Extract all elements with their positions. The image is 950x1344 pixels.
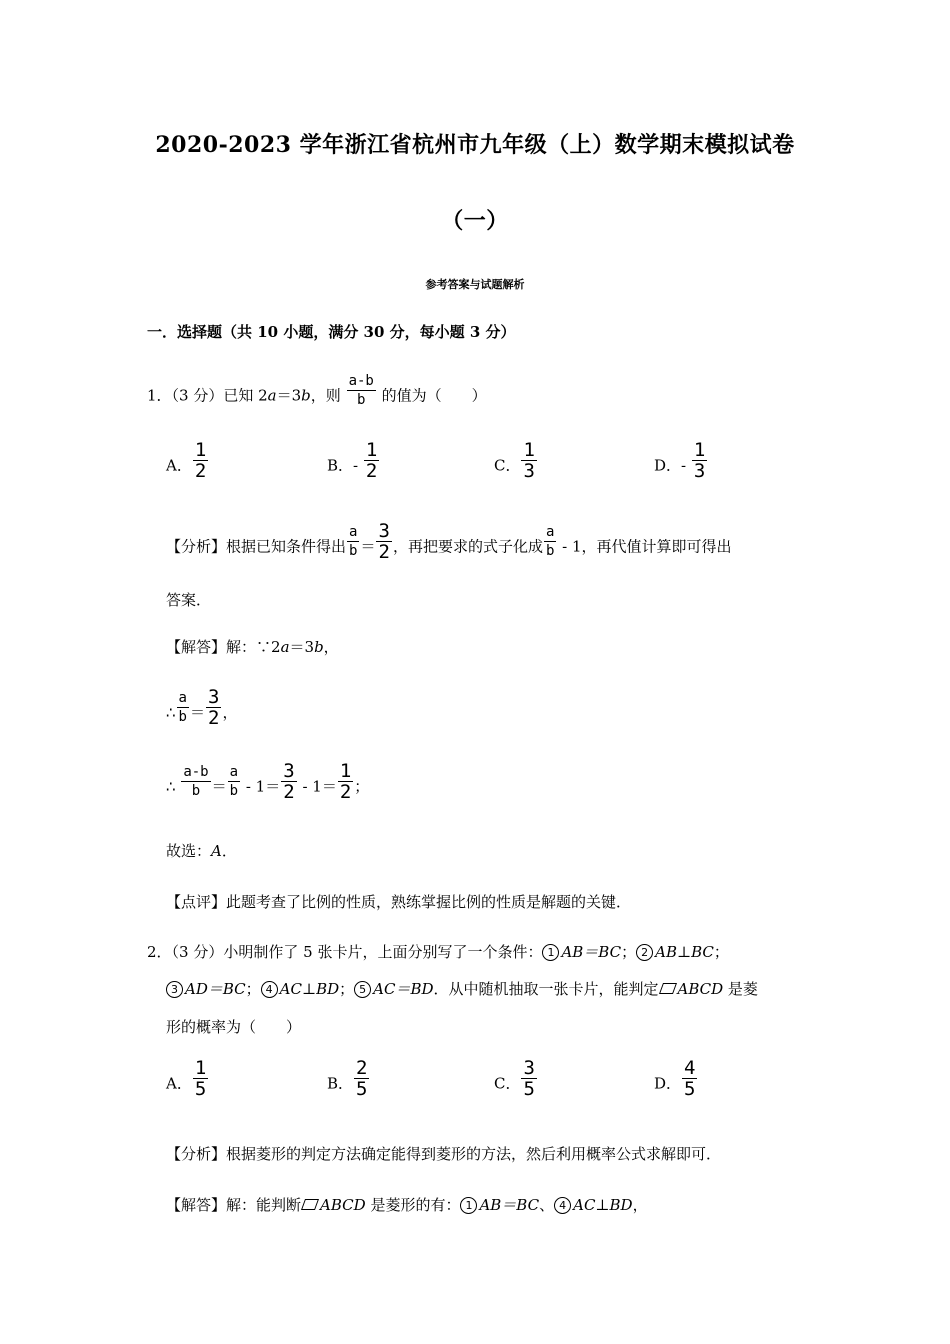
option-label: D． [654, 456, 682, 475]
option-label: C． [494, 456, 521, 475]
circled-number: 4 [261, 981, 278, 998]
fraction [376, 521, 391, 562]
numerator: 3 [283, 760, 295, 782]
fraction [347, 372, 376, 409]
fraction [521, 440, 536, 481]
math-text: - 1＝ [297, 777, 337, 796]
question-number: 2． [147, 943, 172, 961]
fraction [193, 1058, 208, 1099]
numerator: 3 [208, 686, 220, 708]
answer-1 [166, 636, 339, 657]
shape-name: ABCD [677, 980, 724, 998]
therefore-symbol: ∴ [166, 777, 176, 796]
solution-step-1 [166, 686, 238, 734]
numerator: 4 [684, 1057, 696, 1079]
answer-2 [166, 1194, 648, 1215]
denominator: b [178, 709, 187, 725]
denominator: 2 [339, 781, 352, 803]
page-subtitle: 参考答案与试题解析 [425, 278, 525, 291]
analysis-text: ，再把要求的式子化成 [392, 537, 543, 556]
numerator: 2 [356, 1057, 368, 1079]
var: a [267, 386, 277, 405]
analysis-1-cont: 答案． [166, 591, 212, 609]
answer-text: ， [323, 638, 339, 656]
fraction [682, 1058, 697, 1099]
section-heading: 一．选择题（共 10 小题，满分 30 分，每小题 3 分） [147, 323, 516, 341]
denominator: b [349, 543, 358, 559]
option-label: C． [494, 1074, 521, 1093]
denominator: b [545, 543, 555, 559]
parallelogram-icon [659, 983, 677, 994]
fraction [544, 523, 556, 560]
condition: AC＝BD [373, 980, 434, 998]
question-2 [147, 941, 729, 962]
condition: AC⊥BD [573, 1196, 633, 1214]
var: a [280, 638, 290, 656]
option-b [327, 439, 380, 487]
numerator: 1 [365, 439, 378, 461]
condition: AB＝BC [479, 1196, 540, 1214]
analysis-tag: 【分析】 [166, 1145, 227, 1163]
analysis-text: 根据菱形的判定方法确定能得到菱形的方法，然后利用概率公式求解即可． [226, 1145, 722, 1163]
comment-tag: 【点评】 [166, 893, 227, 911]
denominator: b [357, 392, 366, 408]
denominator: b [229, 783, 239, 799]
answer-text: 是菱形的有： [365, 1196, 461, 1214]
page-title: 2020-2023 学年浙江省杭州市九年级（上）数学期末模拟试卷 [155, 132, 795, 158]
option-a [166, 1057, 209, 1105]
numerator: a [349, 524, 358, 540]
denominator: 5 [684, 1078, 696, 1100]
math-text: - 1＝ [241, 777, 281, 796]
q-text: 小明制作了 5 张卡片，上面分别写了一个条件： [223, 943, 543, 961]
comment-text: 此题考查了比例的性质，熟练掌握比例的性质是解题的关键． [226, 893, 632, 911]
fraction [364, 440, 379, 481]
fraction [177, 689, 189, 726]
q-text: 是菱 [723, 980, 758, 998]
question-score: （3 分） [171, 386, 224, 405]
numerator: a [545, 524, 555, 540]
numerator: 1 [693, 439, 706, 461]
punct: ， [222, 703, 238, 722]
circled-number: 1 [460, 1197, 477, 1214]
fraction [692, 440, 707, 481]
answer-tag: 【解答】 [166, 638, 227, 656]
analysis-tag: 【分析】 [166, 537, 227, 556]
fraction [181, 763, 210, 800]
punct: ； [339, 980, 355, 998]
var: b [301, 386, 311, 405]
denominator: 5 [523, 1078, 535, 1100]
denominator: b [191, 783, 201, 799]
numerator: 1 [194, 1057, 207, 1079]
condition: AB⊥BC [655, 943, 714, 961]
denominator: 5 [356, 1078, 368, 1100]
therefore-symbol: ∴ [166, 703, 176, 722]
option-label: D． [654, 1074, 682, 1093]
fraction [228, 763, 240, 800]
option-b [327, 1057, 370, 1105]
fraction [206, 687, 221, 728]
q-text: ＝3 [276, 386, 302, 405]
denominator: 2 [283, 781, 295, 803]
condition: AC⊥BD [279, 980, 340, 998]
page-title-line2: （一） [441, 208, 509, 234]
analysis-1 [166, 520, 732, 568]
question-score: （3 分） [171, 943, 224, 961]
q-text: 的值为（ ） [381, 386, 487, 405]
fraction [193, 440, 208, 481]
analysis-text: - 1，再代值计算即可得出 [557, 537, 732, 556]
question-2-line2 [166, 978, 758, 999]
analysis-text: 根据已知条件得出 [226, 537, 347, 556]
equals: ＝ [189, 703, 205, 722]
option-d [654, 1057, 698, 1105]
option-c [494, 1057, 538, 1105]
punct: ； [354, 777, 370, 796]
denominator: 5 [194, 1078, 207, 1100]
punct: ； [713, 943, 729, 961]
numerator: a-b [183, 764, 209, 780]
option-sign: - [681, 456, 687, 475]
option-label: A． [166, 1074, 192, 1093]
parallelogram-icon [301, 1199, 319, 1210]
denominator: 3 [523, 460, 535, 482]
denominator: 3 [693, 460, 706, 482]
answer-text: 解：∵2 [226, 638, 281, 656]
denominator: 2 [208, 707, 220, 729]
circled-number: 2 [636, 944, 653, 961]
numerator: 1 [523, 439, 535, 461]
fraction [521, 1058, 536, 1099]
punct: ． [221, 842, 237, 860]
var: b [314, 638, 324, 656]
choice-value: A [211, 842, 222, 860]
question-1 [147, 373, 487, 415]
question-2-line3: 形的概率为（ ） [166, 1018, 302, 1036]
numerator: a-b [348, 373, 374, 389]
fraction [347, 523, 359, 560]
answer-text: 解：能判断 [226, 1196, 302, 1214]
equals: ＝ [360, 537, 376, 556]
punct: ， [632, 1196, 648, 1214]
solution-step-2 [166, 760, 370, 808]
condition: AD＝BC [185, 980, 246, 998]
q-text: 已知 2 [223, 386, 268, 405]
question-number: 1． [147, 386, 172, 405]
numerator: a [229, 764, 239, 780]
circled-number: 5 [354, 981, 371, 998]
numerator: 1 [339, 760, 352, 782]
answer-tag: 【解答】 [166, 1196, 227, 1214]
option-sign: - [353, 456, 359, 475]
fraction [281, 761, 296, 802]
option-c [494, 439, 538, 487]
analysis-2 [166, 1143, 721, 1164]
option-d [654, 439, 708, 487]
punct: ； [245, 980, 261, 998]
fraction [354, 1058, 369, 1099]
denominator: 2 [378, 541, 390, 563]
option-label: A． [166, 456, 192, 475]
numerator: 3 [378, 520, 390, 542]
numerator: a [178, 690, 187, 706]
answer-text: ＝3 [289, 638, 315, 656]
option-label: B． [327, 1074, 354, 1093]
equals: ＝ [211, 777, 227, 796]
q-text: ，则 [310, 386, 341, 405]
condition: AB＝BC [561, 943, 622, 961]
answer-choice [166, 840, 237, 861]
denominator: 2 [194, 460, 207, 482]
option-label: B． [327, 456, 354, 475]
numerator: 3 [523, 1057, 535, 1079]
choice-text: 故选： [166, 842, 212, 860]
comment-1 [166, 891, 631, 912]
denominator: 2 [365, 460, 378, 482]
shape-name: ABCD [320, 1196, 366, 1214]
q-text: ．从中随机抽取一张卡片，能判定 [433, 980, 659, 998]
circled-number: 1 [542, 944, 559, 961]
option-a [166, 439, 209, 487]
circled-number: 4 [554, 1197, 571, 1214]
circled-number: 3 [166, 981, 183, 998]
fraction [338, 761, 353, 802]
numerator: 1 [194, 439, 207, 461]
punct: 、 [539, 1196, 555, 1214]
punct: ； [621, 943, 637, 961]
